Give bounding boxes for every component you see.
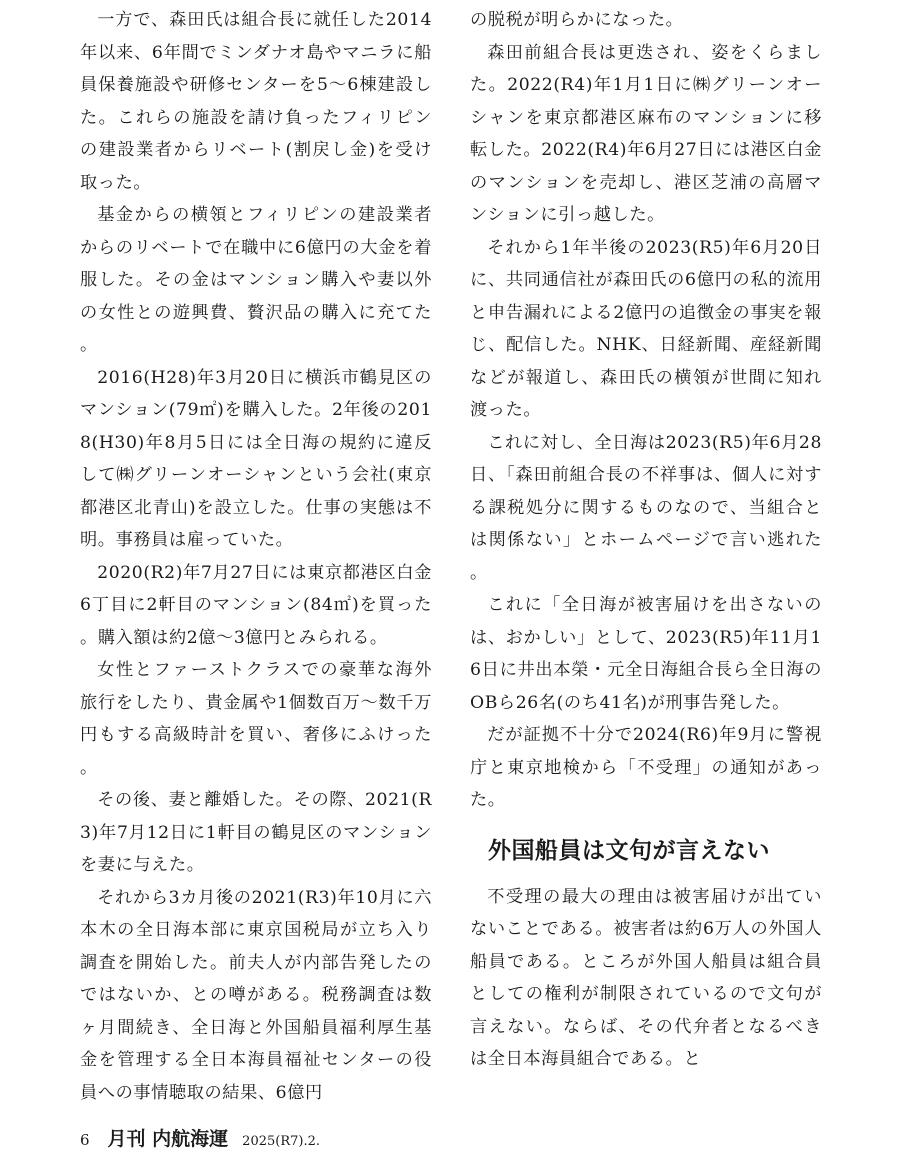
paragraph: 2016(H28)年3月20日に横浜市鶴見区のマンション(79㎡)を購入した。2年後の2018(H30)年8月5日には全日海の規約に違反して㈱グリーンオーシャンという会社(東京都港区北青山)を設立した。仕事の実態は不明。事務員は雇っていた。 (80, 367, 432, 550)
left-column (80, 4, 432, 1109)
paragraph: それから1年半後の2023(R5)年6月20日に、共同通信社が森田氏の6億円の私的流用と申告漏れによる2億円の追徴金の事実を報じ、配信した。NHK、日経新聞、産経新聞などが報道し、森田氏の横領が世間に知れ渡った。 (470, 237, 822, 420)
page-footer (80, 1124, 320, 1152)
paragraph: だが証拠不十分で2024(R6)年9月に警視庁と東京地検から「不受理」の通知があった。 (470, 725, 822, 810)
magazine-name: 月刊 内航海運 (107, 1128, 229, 1150)
paragraph: その後、妻と離婚した。その際、2021(R3)年7月12日に1軒目の鶴見区のマンションを妻に与えた。 (80, 790, 432, 875)
paragraph: 不受理の最大の理由は被害届けが出ていないことである。被害者は約6万人の外国人船員である。ところが外国人船員は組合員としての権利が制限されているので文句が言えない。ならば、その代弁者となるべきは全日本海員組合である。と (470, 886, 822, 1069)
paragraph: 基金からの横領とフィリピンの建設業者からのリベートで在職中に6億円の大金を着服した。その金はマンション購入や妻以外の女性との遊興費、贅沢品の購入に充てた。 (80, 205, 432, 355)
page-number: 6 (80, 1131, 90, 1149)
section-heading: 外国船員は文句が言えない (488, 837, 770, 864)
paragraph: 一方で、森田氏は組合長に就任した2014年以来、6年間でミンダナオ島やマニラに船員保養施設や研修センターを5～6棟建設した。これらの施設を請け負ったフィリピンの建設業者からリベート(割戻し金)を受け取った。 (80, 10, 432, 193)
paragraph: 2020(R2)年7月27日には東京都港区白金6丁目に2軒目のマンション(84㎡)を買った。購入額は約2億～3億円とみられる。 (80, 562, 432, 648)
issue-date: 2025(R7).2. (242, 1134, 320, 1149)
paragraph: それから3カ月後の2021(R3)年10月に六本木の全日海本部に東京国税局が立ち入り調査を開始した。前夫人が内部告発したのではないか、との噂がある。税務調査は数ヶ月間続き、全日海と外国船員福利厚生基金を管理する全日本海員福祉センターの役員への事情聴取の結果、6億円 (80, 887, 432, 1103)
right-column (470, 4, 822, 1076)
continued-paragraph: の脱税が明らかになった。 (470, 10, 684, 30)
paragraph: これに「全日海が被害届けを出さないのは、おかしい」として、2023(R5)年11月16日に井出本榮・元全日海組合長ら全日海のOBら26名(のち41名)が刑事告発した。 (470, 595, 822, 713)
paragraph: 森田前組合長は更迭され、姿をくらました。2022(R4)年1月1日に㈱グリーンオーシャンを東京都港区麻布のマンションに移転した。2022(R4)年6月27日には港区白金のマンションを売却し、港区芝浦の高層マンションに引っ越した。 (470, 42, 822, 225)
paragraph: 女性とファーストクラスでの豪華な海外旅行をしたり、貴金属や1個数百万～数千万円もする高級時計を買い、奢侈にふけった。 (80, 660, 432, 778)
paragraph: これに対し、全日海は2023(R5)年6月28日、「森田前組合長の不祥事は、個人に対する課税処分に関するものなので、当組合とは関係ない」とホームページで言い逃れた。 (470, 432, 822, 583)
